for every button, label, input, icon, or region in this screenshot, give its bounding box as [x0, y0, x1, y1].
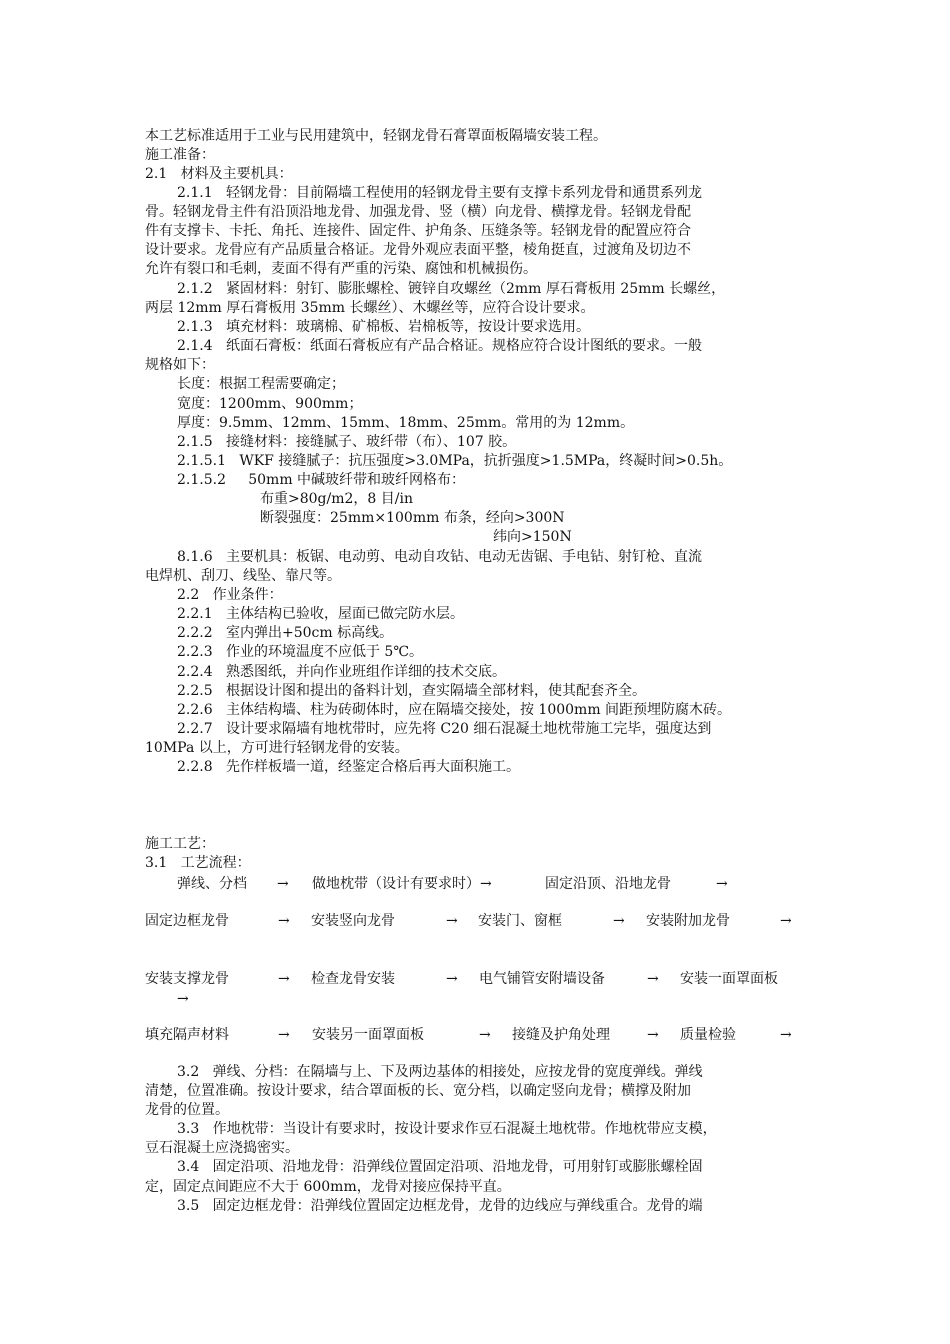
paragraph-line: 2.1.4 纸面石膏板：纸面石膏板应有产品合格证。规格应符合设计图纸的要求。一般 [177, 338, 702, 354]
spec-line: 纬向>150N [493, 529, 572, 545]
flow-step: 质量检验 [680, 1027, 736, 1043]
paragraph-line: 2.1.2 紧固材料：射钉、膨胀螺栓、镀锌自攻螺丝（2mm 厚石膏板用 25mm 长螺丝， [177, 281, 726, 297]
paragraph-line: 8.1.6 主要机具：板锯、电动剪、电动自攻钻、电动无齿锯、手电钻、射钉枪、直流 [177, 549, 702, 565]
flow-step: 安装竖向龙骨 [311, 913, 395, 929]
spec-line: 厚度：9.5mm、12mm、15mm、18mm、25mm。常用的为 12mm。 [177, 415, 635, 431]
paragraph-line: 2.2.1 主体结构已验收，屋面已做完防水层。 [177, 606, 464, 622]
spec-line: 长度：根据工程需要确定； [177, 376, 345, 392]
paragraph-line: 2.2.6 主体结构墙、柱为砖砌体时，应在隔墙交接处，按 1000mm 间距预埋防腐木砖。 [177, 702, 732, 718]
paragraph-line: 3.3 作地枕带：当设计有要求时，按设计要求作豆石混凝土地枕带。作地枕带应支模， [177, 1121, 717, 1137]
flow-arrow: → [780, 913, 792, 929]
flow-arrow: → [278, 913, 290, 929]
section-heading-preparation: 施工准备： [145, 147, 215, 163]
flow-step: 安装一面罩面板 [680, 971, 778, 987]
flow-step: 电气铺管安附墙设备 [479, 971, 605, 987]
flow-step: 弹线、分档 [177, 876, 247, 892]
flow-arrow: → [716, 876, 728, 892]
paragraph-line: 规格如下： [145, 357, 215, 373]
paragraph-line: 2.1.5.1 WKF 接缝腻子：抗压强度>3.0MPa，抗折强度>1.5MPa，终凝时间>0.5h。 [177, 453, 733, 469]
flow-step: 填充隔声材料 [145, 1027, 229, 1043]
flow-arrow: → [479, 1027, 491, 1043]
paragraph-line: 设计要求。龙骨应有产品质量合格证。龙骨外观应表面平整，棱角挺直，过渡角及切边不 [145, 242, 691, 258]
paragraph-line: 件有支撑卡、卡托、角托、连接件、固定件、护角条、压缝条等。轻钢龙骨的配置应符合 [145, 223, 691, 239]
flow-step: 安装附加龙骨 [646, 913, 730, 929]
paragraph-line: 允许有裂口和毛刺，麦面不得有严重的污染、腐蚀和机械损伤。 [145, 261, 537, 277]
section-heading-process: 施工工艺： [145, 836, 215, 852]
paragraph-line: 定，固定点间距应不大于 600mm，龙骨对接应保持平直。 [145, 1179, 511, 1195]
flow-arrow: → [177, 991, 189, 1007]
flow-step: 安装另一面罩面板 [312, 1027, 424, 1043]
paragraph-line: 2.2.4 熟悉图纸，并向作业班组作详细的技术交底。 [177, 664, 506, 680]
paragraph-line: 3.2 弹线、分档：在隔墙与上、下及两边基体的相接处，应按龙骨的宽度弹线。弹线 [177, 1064, 703, 1080]
flow-arrow: → [780, 1027, 792, 1043]
paragraph-line: 电焊机、刮刀、线坠、靠尺等。 [145, 568, 341, 584]
flow-step: 安装门、窗框 [478, 913, 562, 929]
paragraph-line: 2.1.3 填充材料：玻璃棉、矿棉板、岩棉板等，按设计要求选用。 [177, 319, 590, 335]
subsection-heading-2-1: 2.1 材料及主要机具： [145, 166, 293, 182]
subsection-heading-3-1: 3.1 工艺流程： [145, 855, 251, 871]
flow-step: 接缝及护角处理 [512, 1027, 610, 1043]
flow-arrow: → [613, 913, 625, 929]
flow-step: 固定边框龙骨 [145, 913, 229, 929]
paragraph-line: 豆石混凝土应浇捣密实。 [145, 1140, 299, 1156]
paragraph-line: 3.5 固定边框龙骨：沿弹线位置固定边框龙骨，龙骨的边线应与弹线重合。龙骨的端 [177, 1198, 703, 1214]
paragraph-line: 骨。轻钢龙骨主件有沿顶沿地龙骨、加强龙骨、竖（横）向龙骨、横撑龙骨。轻钢龙骨配 [145, 204, 691, 220]
paragraph-line: 两层 12mm 厚石膏板用 35mm 长螺丝）、木螺丝等，应符合设计要求。 [145, 300, 595, 316]
paragraph-line: 2.1.5 接缝材料：接缝腻子、玻纤带（布）、107 胶。 [177, 434, 517, 450]
flow-arrow: → [647, 971, 659, 987]
flow-step: 安装支撑龙骨 [145, 971, 229, 987]
scope-line: 本工艺标准适用于工业与民用建筑中，轻钢龙骨石膏罩面板隔墙安装工程。 [145, 128, 607, 144]
flow-arrow: → [278, 971, 290, 987]
paragraph-line: 2.1.1 轻钢龙骨：目前隔墙工程使用的轻钢龙骨主要有支撑卡系列龙骨和通贯系列龙 [177, 185, 702, 201]
paragraph-line: 2.2.8 先作样板墙一道，经鉴定合格后再大面积施工。 [177, 759, 520, 775]
flow-step: 做地枕带（设计有要求时）→ [312, 876, 492, 892]
paragraph-line: 2.1.5.2 50mm 中碱玻纤带和玻纤网格布： [177, 472, 466, 488]
paragraph-line: 2.2.7 设计要求隔墙有地枕带时，应先将 C20 细石混凝土地枕带施工完毕，强度达到 [177, 721, 712, 737]
paragraph-line: 2.2.2 室内弹出+50cm 标高线。 [177, 625, 394, 641]
paragraph-line: 2.2.5 根据设计图和提出的备料计划，查实隔墙全部材料，使其配套齐全。 [177, 683, 646, 699]
flow-step: 检查龙骨安装 [311, 971, 395, 987]
flow-arrow: → [446, 913, 458, 929]
paragraph-line: 10MPa 以上，方可进行轻钢龙骨的安装。 [145, 740, 409, 756]
subsection-heading-2-2: 2.2 作业条件： [177, 587, 283, 603]
flow-arrow: → [446, 971, 458, 987]
paragraph-line: 2.2.3 作业的环境温度不应低于 5℃。 [177, 644, 423, 660]
spec-line: 宽度：1200mm、900mm； [177, 396, 363, 412]
spec-line: 断裂强度：25mm×100mm 布条，经向>300N [260, 510, 565, 526]
paragraph-line: 3.4 固定沿项、沿地龙骨：沿弹线位置固定沿项、沿地龙骨，可用射钉或膨胀螺栓固 [177, 1159, 703, 1175]
flow-step: 固定沿顶、沿地龙骨 [545, 876, 671, 892]
flow-arrow: → [277, 876, 289, 892]
flow-arrow: → [278, 1027, 290, 1043]
flow-arrow: → [647, 1027, 659, 1043]
paragraph-line: 清楚，位置准确。按设计要求，结合罩面板的长、宽分档，以确定竖向龙骨；横撑及附加 [145, 1083, 691, 1099]
paragraph-line: 龙骨的位置。 [145, 1102, 229, 1118]
spec-line: 布重>80g/m2，8 目/in [260, 491, 413, 507]
